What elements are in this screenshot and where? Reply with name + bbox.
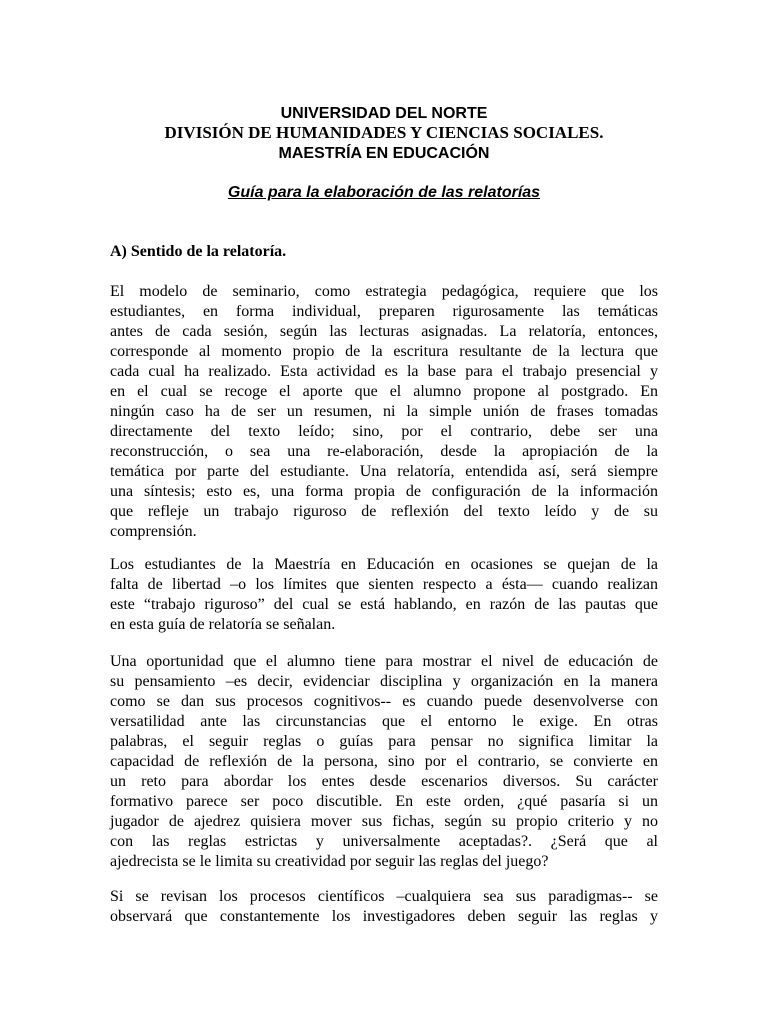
paragraph-line: un reto para abordar los entes desde escenarios diversos. Su carácter bbox=[110, 773, 658, 790]
paragraph-line: palabras, el seguir reglas o guías para pensar no significa limitar la bbox=[110, 733, 658, 750]
paragraph-line: reconstrucción, o sea una re-elaboración, desde la apropiación de la bbox=[110, 443, 658, 460]
paragraph-line: Una oportunidad que el alumno tiene para mostrar el nivel de educación de bbox=[110, 653, 658, 670]
paragraph-line: con las reglas estrictas y universalmente aceptadas?. ¿Será que al bbox=[110, 833, 658, 850]
paragraph-line: este “trabajo riguroso” del cual se está hablando, en razón de las pautas que bbox=[110, 596, 658, 613]
paragraph-line: corresponde al momento propio de la escritura resultante de la lectura que bbox=[110, 343, 658, 360]
paragraph-line: temática por parte del estudiante. Una relatoría, entendida así, será siempre bbox=[110, 463, 658, 480]
paragraph-line: directamente del texto leído; sino, por el contrario, debe ser una bbox=[110, 423, 658, 440]
paragraph-line: Si se revisan los procesos científicos –cualquiera sea sus paradigmas-- se bbox=[110, 888, 658, 905]
section-heading: A) Sentido de la relatoría. bbox=[110, 243, 287, 260]
paragraph-4 bbox=[110, 887, 658, 927]
paragraph-line: su pensamiento –es decir, evidenciar disciplina y organización en la manera bbox=[110, 673, 658, 690]
paragraph-1 bbox=[110, 282, 658, 542]
paragraph-line: ajedrecista se le limita su creatividad por seguir las reglas del juego? bbox=[110, 853, 549, 870]
division-title: DIVISIÓN DE HUMANIDADES Y CIENCIAS SOCIALES. bbox=[164, 123, 604, 142]
paragraph-2 bbox=[110, 555, 658, 635]
paragraph-line: en el cual se recoge el aporte que el alumno propone al postgrado. En bbox=[110, 383, 658, 400]
paragraph-line: comprensión. bbox=[110, 523, 197, 540]
paragraph-line: estudiantes, en forma individual, preparen rigurosamente las temáticas bbox=[110, 303, 658, 320]
paragraph-line: que refleje un trabajo riguroso de reflexión del texto leído y de su bbox=[110, 503, 658, 520]
paragraph-line: observará que constantemente los investigadores deben seguir las reglas y bbox=[110, 908, 658, 925]
paragraph-line: como se dan sus procesos cognitivos-- es cuando puede desenvolverse con bbox=[110, 693, 658, 710]
paragraph-line: versatilidad ante las circunstancias que el entorno le exige. En otras bbox=[110, 713, 658, 730]
paragraph-line: cada cual ha realizado. Esta actividad es la base para el trabajo presencial y bbox=[110, 363, 658, 380]
program-title: MAESTRÍA EN EDUCACIÓN bbox=[278, 145, 490, 162]
paragraph-line: El modelo de seminario, como estrategia pedagógica, requiere que los bbox=[110, 283, 658, 300]
paragraph-line: capacidad de reflexión de la persona, sino por el contrario, se convierte en bbox=[110, 753, 658, 770]
paragraph-line: en esta guía de relatoría se señalan. bbox=[110, 616, 336, 633]
guide-title: Guía para la elaboración de las relatorías bbox=[227, 184, 541, 201]
paragraph-line: Los estudiantes de la Maestría en Educación en ocasiones se quejan de la bbox=[110, 556, 658, 573]
paragraph-line: formativo parece ser poco discutible. En este orden, ¿qué pasaría si un bbox=[110, 793, 658, 810]
paragraph-3 bbox=[110, 652, 658, 872]
paragraph-line: ningún caso ha de ser un resumen, ni la simple unión de frases tomadas bbox=[110, 403, 658, 420]
university-title: UNIVERSIDAD DEL NORTE bbox=[280, 105, 488, 122]
paragraph-line: falta de libertad –o los límites que sienten respecto a ésta— cuando realizan bbox=[110, 576, 658, 593]
paragraph-line: jugador de ajedrez quisiera mover sus fichas, según su propio criterio y no bbox=[110, 813, 658, 830]
paragraph-line: una síntesis; esto es, una forma propia de configuración de la información bbox=[110, 483, 658, 500]
paragraph-line: antes de cada sesión, según las lecturas asignadas. La relatoría, entonces, bbox=[110, 323, 658, 340]
